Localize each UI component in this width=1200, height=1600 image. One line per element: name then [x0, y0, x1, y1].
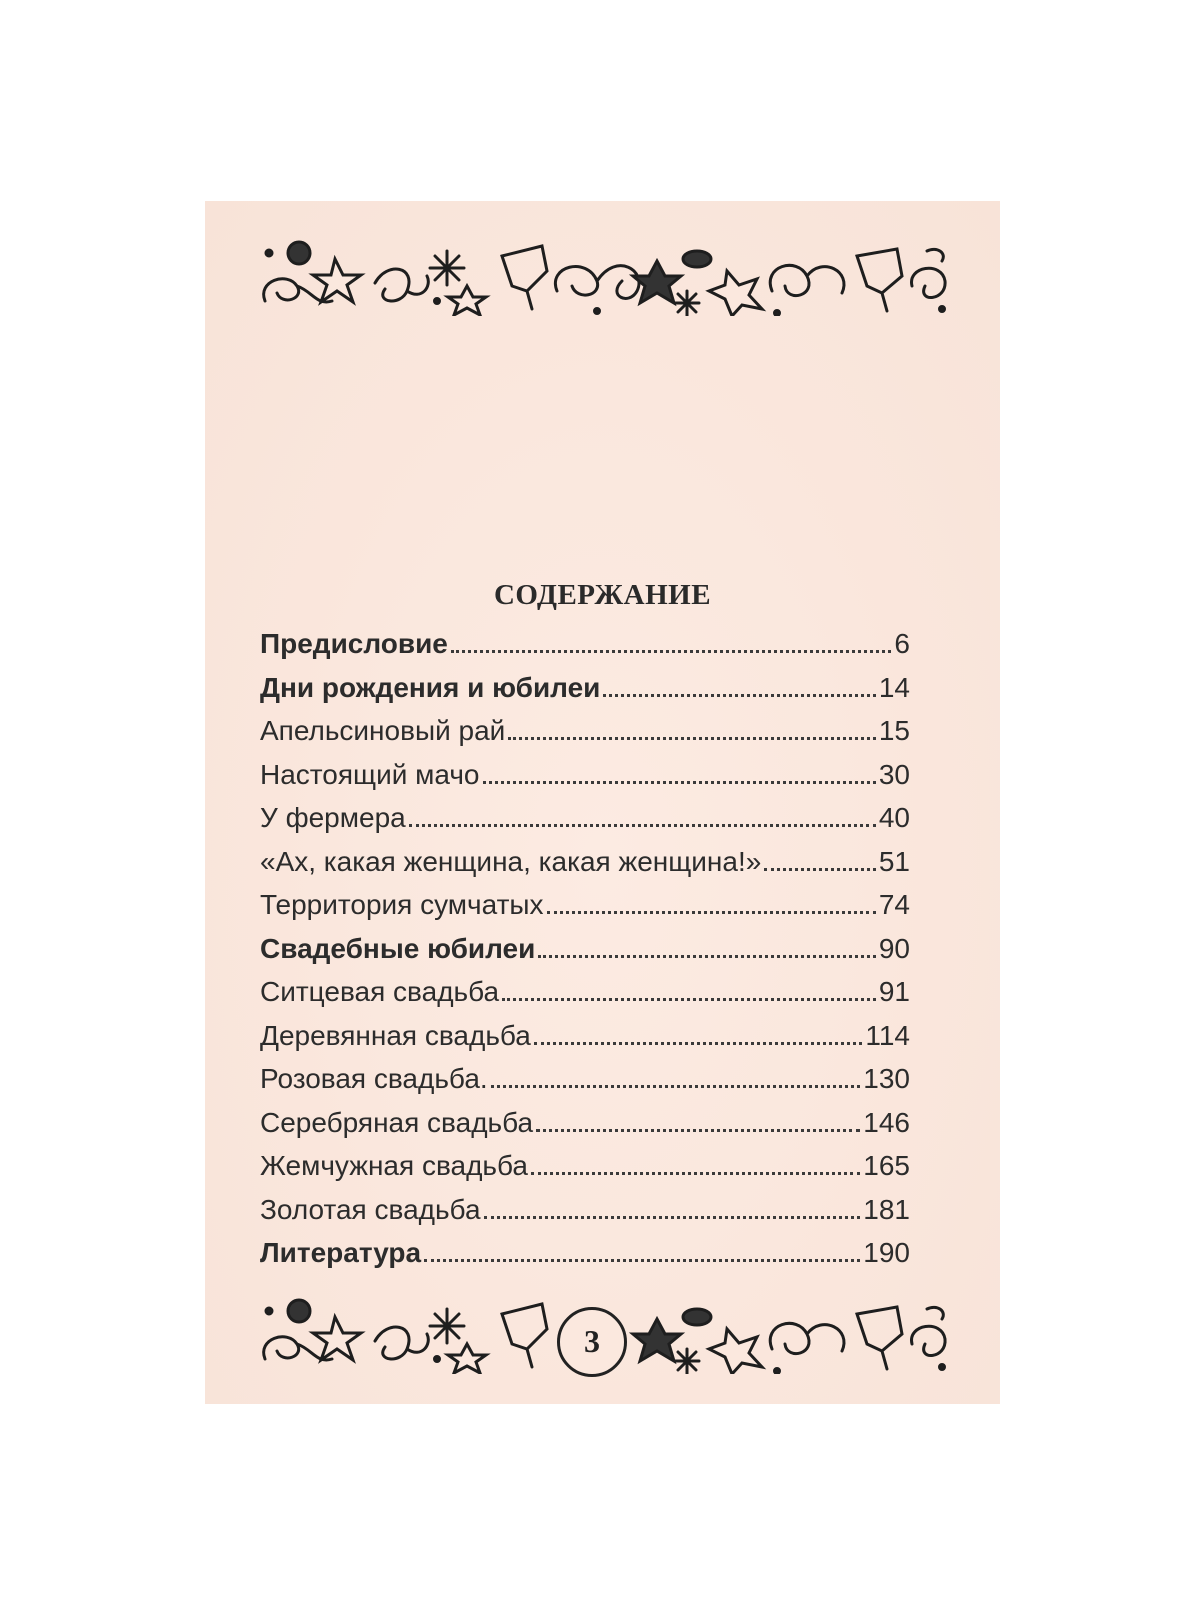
toc-entry-label: «Ах, какая женщина, какая женщина!»: [260, 845, 762, 877]
toc-entry[interactable]: [260, 759, 910, 803]
book-page: [205, 201, 1000, 1404]
toc-entry[interactable]: [260, 1020, 910, 1064]
dot-leader: [484, 1216, 861, 1219]
dot-leader: [424, 1259, 860, 1262]
dot-leader: [764, 868, 876, 871]
toc-entry-page: 40: [878, 802, 910, 833]
dot-leader: [538, 955, 876, 958]
toc-entry-label: Золотая свадьба: [260, 1193, 481, 1225]
toc-entry-page: 30: [878, 758, 910, 790]
toc-entry[interactable]: [260, 889, 910, 933]
toc-entry-page: 91: [878, 976, 910, 1007]
toc-entry-page: 146: [863, 1106, 910, 1138]
toc-entry-label: Дни рождения и юбилеи: [260, 671, 601, 703]
toc-entry-label: Жемчужная свадьба: [260, 1150, 528, 1181]
toc-entry[interactable]: [260, 1150, 910, 1194]
toc-entry-label: Розовая свадьба.: [260, 1063, 488, 1094]
toc-entry-label: Ситцевая свадьба: [260, 976, 500, 1007]
toc-entry[interactable]: [260, 933, 910, 977]
toc-entry-page: 14: [878, 671, 910, 703]
toc-entry-page: 114: [865, 1019, 910, 1051]
toc-entry-label: Территория сумчатых: [260, 889, 544, 920]
toc-entry[interactable]: [260, 802, 910, 846]
dot-leader: [603, 694, 875, 697]
toc-entry-page: 130: [863, 1063, 910, 1094]
dot-leader: [409, 824, 876, 827]
dot-leader: [491, 1085, 861, 1088]
toc-entry[interactable]: [260, 1237, 910, 1281]
dot-leader: [508, 737, 876, 740]
toc-entry-label: Деревянная свадьба: [260, 1019, 531, 1051]
toc-entry[interactable]: [260, 976, 910, 1020]
toc-entry-page: 74: [878, 889, 910, 920]
toc-entry-label: У фермера: [260, 802, 406, 833]
toc-entry[interactable]: [260, 672, 910, 716]
dot-leader: [483, 781, 876, 784]
dot-leader: [451, 650, 892, 653]
table-of-contents: [260, 628, 910, 1281]
toc-entry-label: Серебряная свадьба: [260, 1106, 534, 1138]
toc-entry-page: 190: [863, 1237, 910, 1268]
dot-leader: [536, 1129, 860, 1132]
page-number: 3: [557, 1307, 627, 1377]
toc-entry-label: Апельсиновый рай: [260, 715, 506, 746]
toc-entry-page: 51: [878, 845, 910, 877]
dot-leader: [547, 911, 876, 914]
toc-entry-page: 90: [878, 932, 910, 964]
toc-entry[interactable]: [260, 1194, 910, 1238]
toc-entry-page: 6: [894, 628, 910, 659]
dot-leader: [534, 1042, 862, 1045]
toc-entry-label: Литература: [260, 1237, 422, 1268]
dot-leader: [531, 1172, 860, 1175]
toc-title: СОДЕРЖАНИЕ: [493, 579, 712, 611]
toc-entry[interactable]: [260, 715, 910, 759]
toc-entry-page: 165: [863, 1150, 910, 1181]
toc-entry-page: 15: [878, 715, 910, 746]
toc-entry-page: 181: [863, 1193, 910, 1225]
toc-entry-label: Предисловие: [260, 628, 448, 659]
toc-entry[interactable]: [260, 1107, 910, 1151]
toc-entry[interactable]: [260, 846, 910, 890]
dot-leader: [502, 998, 876, 1001]
toc-entry-label: Настоящий мачо: [260, 758, 480, 790]
toc-entry[interactable]: [260, 1063, 910, 1107]
top-ornament-border: [257, 231, 949, 316]
toc-entry-label: Свадебные юбилеи: [260, 932, 536, 964]
toc-entry[interactable]: [260, 628, 910, 672]
